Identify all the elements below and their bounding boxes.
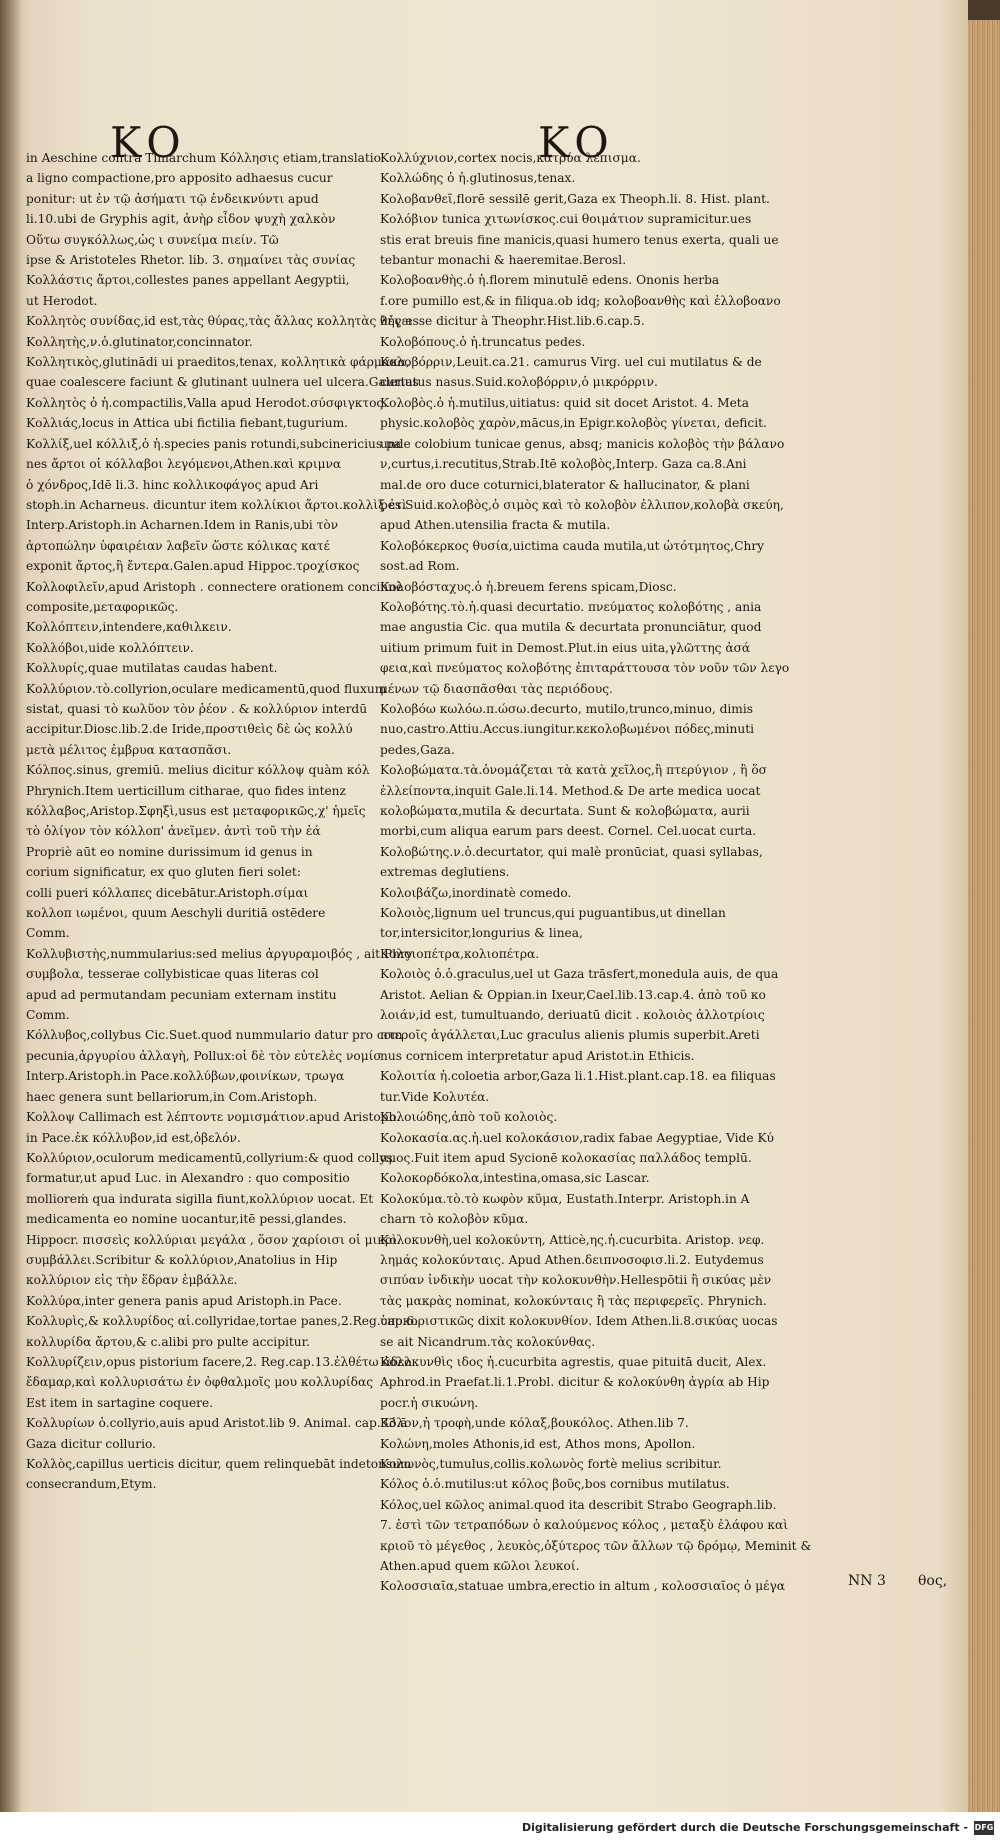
text-line: Κολοβόκερκος θυσία,uictima cauda mutila,ut ὠτότμητος,Chry	[380, 538, 765, 553]
text-line: Κολλίξ,uel κόλλιξ,ὁ ἡ.species panis rotundi,subcinericius pa	[26, 436, 402, 451]
text-line: Κολλητὴς,ν.ὁ.glutinator,concinnator.	[26, 334, 253, 349]
text-line: Aphrod.in Praefat.li.1.Probl. dicitur & κολοκύνθη ἀγρία ab Hip	[380, 1375, 770, 1390]
running-head-right: KO	[538, 118, 615, 167]
text-line: physic.κολοβὸς χαρὸν,mācus,in Epigr.κολοβὸς γίνεται, deficit.	[380, 416, 767, 431]
text-line: Κολλύριον,oculorum medicamentū,collyrium:& quod collys	[26, 1150, 393, 1165]
page-edges	[968, 20, 1000, 1812]
text-line: Hippocr. πισσεὶς κολλύριαι μεγάλα , ὅσον χαρίοισι οἱ μικρὶ	[26, 1232, 397, 1247]
text-line: unde colobium tunicae genus, absq; manicis κολοβὸς τὴν βάλανο	[380, 436, 785, 451]
text-line: Κόλλυβος,collybus Cic.Suet.quod nummulario datur pro com	[26, 1028, 403, 1043]
text-line: Κολοβόπους.ὁ ἡ.truncatus pedes.	[380, 334, 586, 349]
text-line: Κολοκύμα.τὸ.τὸ κωφὸν κῦμα, Eustath.Interpr. Aristoph.in A	[380, 1191, 750, 1206]
text-line: Κολλοψ Callimach est λέπτοντε νομισμάτιον.apud Aristoph.	[26, 1110, 401, 1125]
text-line: Propriè aūt eo nomine durissimum id genus in	[26, 844, 313, 859]
right-column	[380, 148, 940, 1597]
text-line: Κολλυρίζειν,opus pistorium facere,2. Reg.cap.13.ἐλθέτω ἀδελ	[26, 1354, 413, 1369]
text-line: Κολλύριον.τὸ.collyrion,oculare medicamentū,quod fluxum	[26, 681, 387, 696]
text-line: medicamenta eo nomine uocantur,itē pessi,glandes.	[26, 1212, 347, 1227]
text-line: haec genera sunt bellariorum,in Com.Aristoph.	[26, 1089, 318, 1104]
text-line: κολοβώματα,mutila & decurtata. Sunt & κολοβώματα, aurii	[380, 804, 750, 818]
text-line: sistat, quasi τὸ κωλῦον τὸν ῥέον . & κολλύριον interdū	[26, 701, 368, 716]
text-line: Κολοβόω κωλόω.π.ώσω.decurto, mutilo,trunco,minuo, dimis	[380, 701, 753, 716]
text-line: Κολοβόρριν,Leuit.ca.21. camurus Virg. uel cui mutilatus & de	[380, 355, 762, 370]
text-line: Κολοβὸς.ὁ ἡ.mutilus,uitiatus: quid sit docet Aristot. 4. Meta	[380, 395, 749, 410]
text-line: Κολόβιον tunica χιτωνίσκος.cui θοιμάτιον supramicitur.ues	[380, 212, 752, 227]
text-line: Κολλοφιλεῖν,apud Aristoph . connectere orationem concinnè	[26, 579, 404, 594]
text-line: stis erat breuis fine manicis,quasi humero tenus exerta, quali ue	[380, 232, 779, 247]
text-line: Κολοιτία ἡ.coloetia arbor,Gaza li.1.Hist.plant.cap.18. ea filiquas	[380, 1069, 776, 1084]
footer-bar	[0, 1812, 1000, 1843]
text-line: αμος.Fuit item apud Sycionē κολοκασίας παλλάδος templū.	[380, 1150, 752, 1165]
text-line: 7. ἐστὶ τῶν τετραπόδων ὁ καλούμενος κόλος , μεταξὺ ἐλάφου καὶ	[380, 1518, 788, 1533]
text-line: Comm.	[26, 926, 70, 941]
text-line: φεια,καὶ πνεύματος κολοβότης ἐπιταράττουσα τὸν νοῦν τῶν λεγο	[380, 661, 790, 676]
text-line: Κολλιάς,locus in Attica ubi fictilia fiebant,tugurium.	[26, 416, 349, 431]
text-line: Interp.Aristoph.in Acharnen.Idem in Ranis,ubi τὸν	[26, 518, 339, 533]
text-line: mal.de oro duce coturnici,blaterator & hallucinator, & plani	[380, 477, 750, 492]
signature-mark: NN 3	[848, 1573, 886, 1589]
text-line: exponit ἄρτος,ἢ ἔντερα.Galen.apud Hippoc.τροχίσκος	[26, 559, 360, 574]
text-line: ν,curtus,i.recutitus,Strab.Itē κολοβὸς,Interp. Gaza ca.8.Ani	[380, 457, 747, 472]
text-line: πτεροῖς ἀγάλλεται,Luc graculus alienis plumis superbit.Areti	[380, 1028, 760, 1043]
text-line: Κολοιβάζω,inordinatè comedo.	[380, 885, 572, 900]
dfg-logo: DFG	[974, 1821, 994, 1835]
text-line: συμβολα, tesserae collybisticae quas literas col	[26, 967, 319, 982]
text-line: formatur,ut apud Luc. in Alexandro : quo compositio	[26, 1171, 350, 1186]
text-line: Κολοβότης.τὸ.ἡ.quasi decurtatio. πνεύματος κολοβότης , ania	[380, 599, 762, 614]
text-line: nuo,castro.Attiu.Accus.iungitur.κεκολοβωμένοι πόδες,minuti	[380, 722, 755, 737]
text-line: συμβάλλει.Scribitur & κολλύριον,Anatolius in Hip	[26, 1252, 338, 1267]
text-line: colli pueri κόλλαπες dicebātur.Aristoph.σίμαι	[26, 885, 309, 900]
text-line: extremas deglutiens.	[380, 865, 510, 880]
text-line: Κολλύχνιον,cortex nocis,κατρύα λέπισμα.	[380, 151, 641, 165]
text-line: θὴς esse dicitur à Theophr.Hist.lib.6.cap.5.	[380, 314, 645, 329]
text-line: Κολλυρίων ὁ.collyrio,auis apud Aristot.lib 9. Animal. cap.33.ā	[26, 1416, 408, 1431]
text-line: Κολοκυνθὶς ιδος ἡ.cucurbita agrestis, quae pituitā ducit, Alex.	[380, 1354, 767, 1369]
text-line: in Pace.ἐκ κόλλυβον,id est,ὀβελόν.	[26, 1130, 241, 1145]
text-line: τὸ ὀλίγον τὸν κόλλοπ' ἀνεῖμεν. ἀντὶ τοῦ τὴν ἐά	[26, 824, 321, 839]
text-line: tor,intersicitor,longurius & linea,	[380, 926, 583, 941]
text-line: κριοῦ τὸ μέγεθος , λευκὸς,ὀξύτερος τῶν ἄλλων τῷ δρόμῳ, Meminit &	[380, 1538, 812, 1553]
text-line: Κολοβόσταχυς.ὁ ἡ.breuem ferens spicam,Diosc.	[380, 579, 677, 594]
text-line: sost.ad Rom.	[380, 559, 460, 574]
text-line: ὁ χόνδρος,Idē li.3. hinc κολλικοφάγος apud Ari	[26, 477, 319, 492]
text-line: Aristot. Aelian & Oppian.in Ixeur,Cael.lib.13.cap.4. ἀπὸ τοῦ κο	[380, 987, 766, 1002]
text-line: Κολοβανθεῖ,florē sessilē gerit,Gaza ex Theoph.li. 8. Hist. plant.	[380, 191, 770, 206]
text-line: uitium primum fuit in Demost.Plut.in eius uita,γλῶττης ἀσά	[380, 640, 751, 655]
text-line: κολλύριον εἰς τὴν ἕδραν ἐμβάλλε.	[26, 1273, 238, 1288]
text-line: mae angustia Cic. qua mutila & decurtata pronunciātur, quod	[380, 620, 762, 635]
text-line: charn τὸ κολοβὸν κῦμα.	[380, 1212, 529, 1227]
text-line: ponitur: ut ἐν τῷ ἀσήματι τῷ ἐνδεικνύντι apud	[26, 191, 319, 206]
text-line: λοιάν,id est, tumultuando, deriuatū dicit . κολοιὸς ἀλλοτρίοις	[380, 1008, 765, 1023]
text-line: Κολοβώματα.τὰ.ὀνομάζεται τὰ κατὰ χεῖλος,ἢ πτερύγιον , ἢ ὅσ	[380, 763, 767, 778]
text-line: Κολλητὸς ὁ ἡ.compactilis,Valla apud Herodot.σύσφιγκτος.	[26, 395, 388, 410]
text-line: Κολλὸς,capillus uerticis dicitur, quem relinquebāt indetonsum	[26, 1457, 412, 1471]
text-line: μετὰ μέλιτος ἐμβρυα κατασπᾶσι.	[26, 742, 232, 757]
text-line: consecrandum,Etym.	[26, 1477, 157, 1492]
text-line: ipse & Aristoteles Rhetor. lib. 3. σημαίνει τὰς συνίας	[26, 253, 356, 268]
text-line: pes.Suid.κολοβὸς,ὁ σιμὸς καὶ τὸ κολοβὸν ἐλλιπον,κολοβὰ σκεύη,	[380, 497, 784, 512]
text-line: Κολοιὸς,lignum uel truncus,qui puguantibus,ut dinellan	[380, 906, 726, 921]
text-line: Comm.	[26, 1008, 70, 1023]
text-line: Κολοκυνθὴ,uel κολοκύντη, Atticè,ης.ἡ.cucurbita. Aristop. νεφ.	[380, 1232, 765, 1247]
text-line: pocr.ἡ σικυώνη.	[380, 1395, 479, 1410]
text-line: Κολοσσιαῖα,statuae umbra,erectio in altum , κολοσσιαῖος ὁ μέγα	[380, 1579, 785, 1594]
text-line: ἀρτοπώλην ὑφαιρέιαν λαβεῖν ὥστε κόλικας κατέ	[26, 538, 330, 553]
text-line: pecunia,ἀργυρίου ἀλλαγὴ, Pollux:οἱ δὲ τὸν εὐτελὲς νομίσ	[26, 1048, 382, 1063]
text-line: Est item in sartagine coquere.	[26, 1395, 214, 1410]
text-line: Κολοβώτης.ν.ὁ.decurtator, qui malè pronūciat, quasi syllabas,	[380, 844, 763, 859]
text-line: Κολωνὸς,tumulus,collis.κολωνὸς fortè melius scribitur.	[380, 1457, 722, 1471]
text-line: a ligno compactione,pro apposito adhaesus cucur	[26, 171, 333, 186]
gutter-shadow	[0, 0, 22, 1812]
text-line: se ait Nicandrum.τὰς κολοκύνθας.	[380, 1334, 596, 1349]
text-line: Κολλητικὸς,glutinādi ui praeditos,tenax, κολλητικὰ φάρμακα,	[26, 355, 410, 370]
text-line: Κολοβοανθὴς.ὁ ἡ.florem minutulē edens. Ononis herba	[380, 273, 720, 288]
running-head-left: KO	[110, 118, 187, 167]
text-line: Οὕτω συγκόλλως,ὡς ι συνείμα πιείν. Τῶ	[26, 232, 279, 247]
text-line: composite,μεταφορικῶς.	[26, 599, 179, 614]
text-line: Κολλόπτειν,intendere,καθιλκειν.	[26, 620, 232, 635]
text-line: Κολοκορδόκολα,intestina,omasa,sic Lascar.	[380, 1171, 650, 1186]
text-line: Κολοκασία.ας.ἡ.uel κολοκάσιον,radix fabae Aegyptiae, Vide Κύ	[380, 1130, 774, 1145]
text-line: Gaza dicitur collurio.	[26, 1436, 156, 1451]
text-line: τὰς μακρὰς nominat, κολοκύνταις ἢ τὰς περιφερεῖς. Phrynich.	[380, 1293, 767, 1308]
text-line: nes ἄρτοι οἱ κόλλαβοι λεγόμενοι,Athen.καὶ κριμνα	[26, 457, 342, 472]
text-line: Κολλύρα,inter genera panis apud Aristoph.in Pace.	[26, 1293, 342, 1308]
text-line: μένων τῷ διασπᾶσθαι τὰς περιόδους.	[380, 681, 613, 696]
text-line: Κολλυβιστὴς,nummularius:sed melius ἀργυραμοιβός , ait Phry	[26, 946, 413, 961]
text-line: Κολλητὸς συνίδας,id est,τὰς θύρας,τὰς ἄλλας κολλητὰς λέγει	[26, 314, 413, 329]
text-line: Athen.apud quem κῶλοι λευκοί.	[380, 1559, 580, 1574]
text-line: Κολώνη,moles Athonis,id est, Athos mons, Apollon.	[380, 1436, 696, 1451]
text-line: in Aeschine contra Timarchum Κόλλησις etiam,translatio	[26, 151, 381, 165]
text-line: li.10.ubi de Gryphis agit, ἀνὴρ εἶδον ψυχὴ χαλκὸν	[26, 212, 336, 227]
catchword: θος,	[918, 1573, 948, 1589]
text-line: tur.Vide Κολυτέα.	[380, 1089, 490, 1104]
text-line: corium significatur, ex quo gluten fieri solet:	[26, 865, 301, 880]
text-line: Interp.Aristoph.in Pace.κολλύβων,φοινίκων, τρωγα	[26, 1069, 345, 1084]
text-line: Κολλυρὶς,& κολλυρίδος αἱ.collyridae,tortae panes,2.Reg.cap.6.	[26, 1314, 419, 1329]
text-line: f.ore pumillo est,& in filiqua.ob idq; κολοβοανθὴς καὶ ἐλλοβοανο	[380, 293, 781, 308]
footer-credit: Digitalisierung gefördert durch die Deutsche Forschungsgemeinschaft -	[521, 1821, 968, 1834]
text-line: λημάς κολοκύνταις. Apud Athen.δειπνοσοφισ.li.2. Eutydemus	[380, 1252, 764, 1267]
text-line: Κολλόβοι,uide κολλόπτειν.	[26, 640, 194, 655]
text-line: Κολοιώδης,ἀπὸ τοῦ κολοιὸς.	[380, 1110, 558, 1125]
text-line: κόλλαβος,Aristop.Σφηξὶ,usus est μεταφορικῶς,χ' ἡμεῖς	[26, 804, 366, 818]
text-line: Κολλάστις ἄρτοι,collestes panes appellant Aegyptii,	[26, 273, 350, 288]
text-line: Κόλος,uel κῶλος animal.quod ita describit Strabo Geograph.lib.	[380, 1497, 777, 1512]
text-line: κολλυρίδα ἄρτου,& c.alibi pro pulte accipitur.	[26, 1334, 311, 1349]
text-line: apud ad permutandam pecuniam externam institu	[26, 987, 337, 1002]
text-line: apud Athen.utensilia fracta & mutila.	[380, 518, 611, 533]
text-line: mollioreṁ qua indurata sigilla fiunt,κολλύριον uocat. Et	[26, 1191, 374, 1206]
text-line: ἔδαμαρ,καὶ κολλυρισάτω ἐν ὀφθαλμοῖς μου κολλυρίδας	[26, 1375, 374, 1390]
text-line: morbi,cum aliqua earum pars deest. Cornel. Cel.uocat curta.	[380, 824, 757, 839]
text-line: ut Herodot.	[26, 293, 98, 308]
text-line: Κολοιὸς ὁ.ὁ.graculus,uel ut Gaza trāsfert,monedula auis, de qua	[380, 967, 779, 982]
text-line: nus cornicem interpretatur apud Aristot.in Ethicis.	[380, 1048, 695, 1063]
text-line: Κόλον,ἡ τροφὴ,unde κόλαξ,βουκόλος. Athen.lib 7.	[380, 1416, 689, 1431]
text-line: Κόλος ὁ.ὁ.mutilus:ut κόλος βοῦς,bos cornibus mutilatus.	[380, 1477, 730, 1492]
text-line: pedes,Gaza.	[380, 742, 455, 757]
text-line: Phrynich.Item uerticillum citharae, quo fides intenz	[26, 783, 346, 798]
text-line: Κολλώδης ὁ ἡ.glutinosus,tenax.	[380, 171, 576, 186]
text-line: tebantur monachi & haeremitae.Berosl.	[380, 253, 627, 268]
text-line: quae coalescere faciunt & glutinant uulnera uel ulcera.Galenus	[26, 375, 419, 390]
text-line: Κολλυρίς,quae mutilatas caudas habent.	[26, 661, 278, 676]
text-line: ἐλλείποντα,inquit Gale.li.14. Method.& De arte medica uocat	[380, 783, 761, 798]
text-line: curtatus nasus.Suid.κολοβόρριν,ὁ μικρόρριν.	[380, 375, 658, 390]
text-line: ὑποκοριστικῶς dixit κολοκυνθίον. Idem Athen.li.8.σικύας uocas	[380, 1314, 778, 1329]
text-line: accipitur.Diosc.lib.2.de Iride,προστιθεὶς δὲ ὡς κολλύ	[26, 722, 353, 737]
text-line: Κόλπος.sinus, gremiū. melius dicitur κόλλοψ quàm κόλ	[26, 763, 370, 778]
text-line: stoph.in Acharneus. dicuntur item κολλίκιοι ἄρτοι.κολλὶξ ἐτὶ	[26, 497, 407, 512]
text-line: κολλοπ ιωμένοι, quum Aeschyli duritiā ostēdere	[26, 906, 326, 921]
text-line: σιπύαν ἰνδικὴν uocat τὴν κολοκυνθὴν.Hellespōtii ἢ σικύας μὲν	[380, 1273, 772, 1288]
text-line: Κολοιοπέτρα,κολιοπέτρα.	[380, 946, 540, 961]
